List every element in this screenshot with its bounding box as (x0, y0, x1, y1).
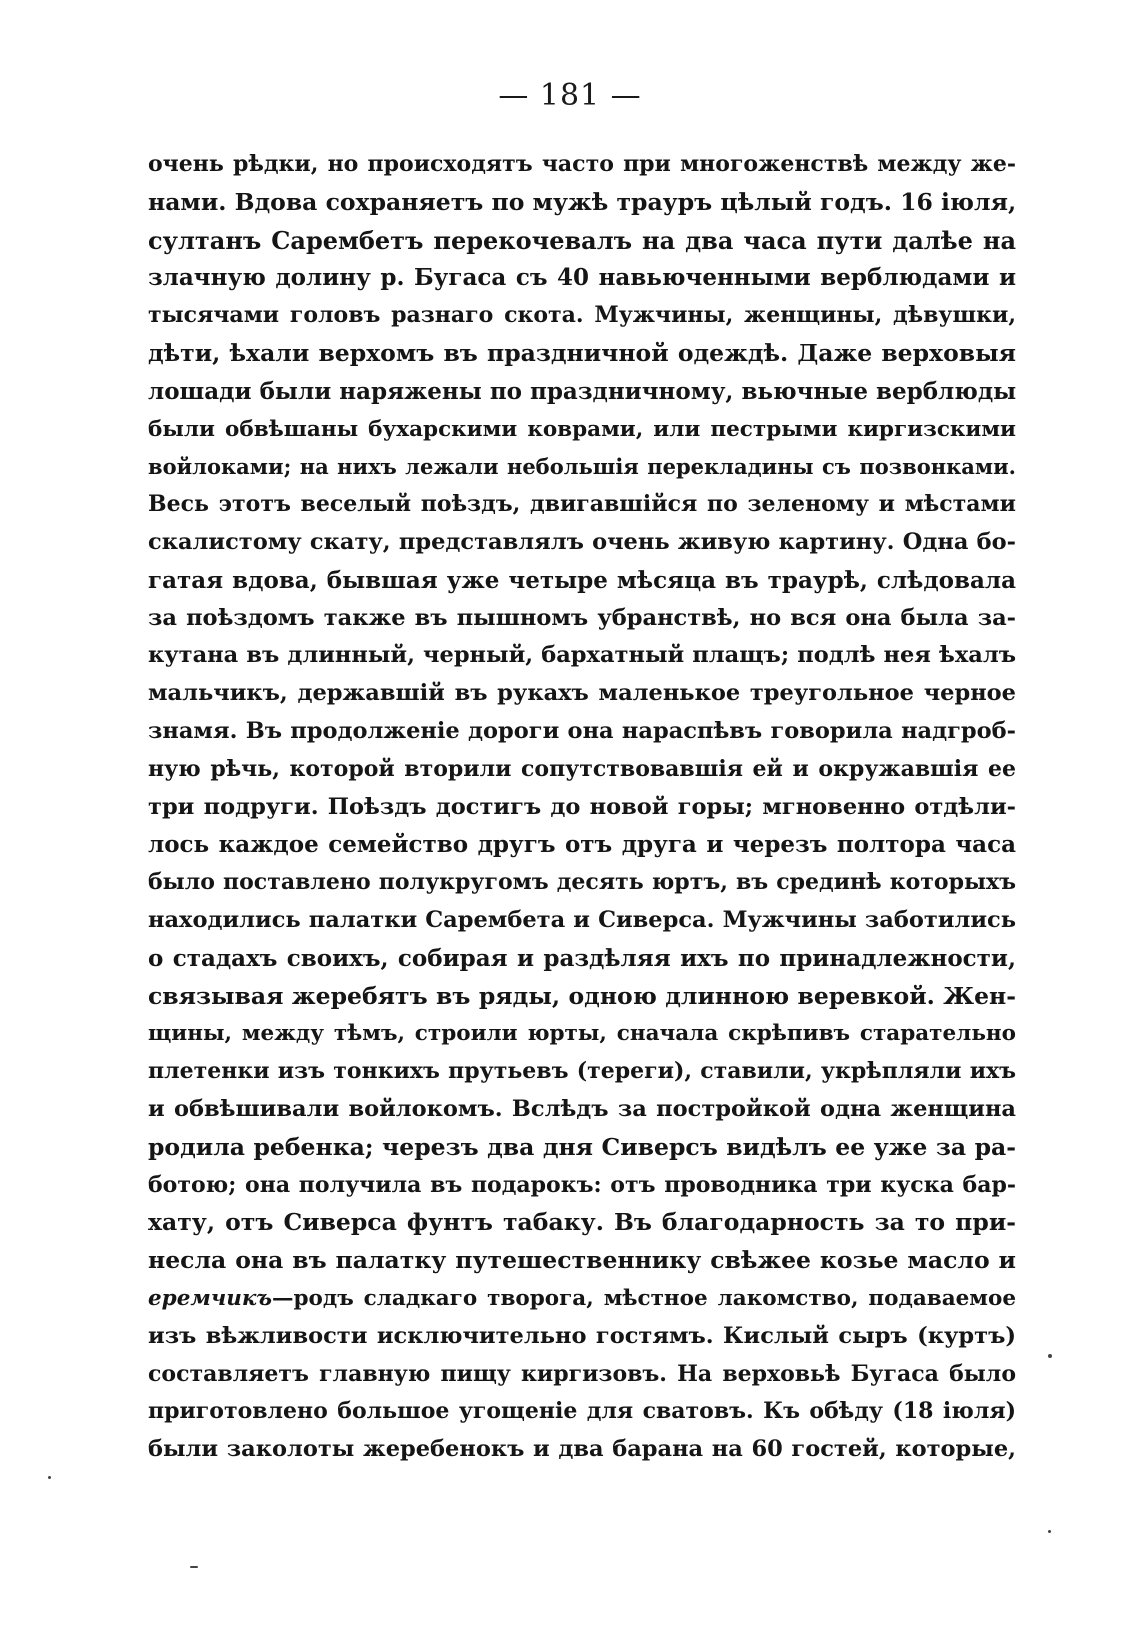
text-line: за поѣздомъ также въ пышномъ убранствѣ, но вся она была за- (148, 604, 1016, 631)
text-line: Весь этотъ веселый поѣздъ, двигавшійся по зеленому и мѣстами (148, 491, 1016, 518)
text-line: гатая вдова, бывшая уже четыре мѣсяца въ траурѣ, слѣдовала (148, 566, 1016, 594)
text-line: были обвѣшаны бухарскими коврами, или пестрыми киргизскими (148, 416, 1016, 442)
text-line: щины, между тѣмъ, строили юрты, сначала скрѣпивъ старательно (148, 1021, 1016, 1047)
text-line: еремчикъ—родъ сладкаго творога, мѣстное лакомство, подаваемое (148, 1285, 1016, 1311)
text-line: хату, отъ Сиверса фунтъ табаку. Въ благодарность за то при- (148, 1208, 1016, 1237)
scan-speck (1048, 1354, 1052, 1358)
text-line: ботою; она получила въ подарокъ: отъ проводника три куска бар- (148, 1171, 1016, 1198)
text-line: мальчикъ, державшій въ рукахъ маленькое треугольное черное (148, 680, 1016, 707)
text-line: султанъ Сарембетъ перекочевалъ на два часа пути далѣе на (148, 225, 1016, 255)
text-line: кутана въ длинный, черный, бархатный плащъ; подлѣ нея ѣхалъ (148, 642, 1016, 669)
text-line: ную рѣчь, которой вторили сопутствовавшія ей и окружавшія ее (148, 755, 1016, 782)
text-line: несла она въ палатку путешественнику свѣжее козье масло и (148, 1246, 1016, 1275)
scan-speck (1048, 1530, 1051, 1533)
text-line: войлоками; на нихъ лежали небольшія перекладины съ позвонками. (148, 454, 1016, 480)
text-line: скалистому скату, представлялъ очень живую картину. Одна бо- (148, 528, 1016, 555)
text-line: изъ вѣжливости исключительно гостямъ. Кислый сыръ (куртъ) (148, 1322, 1016, 1349)
text-line: лось каждое семейство другъ отъ друга и черезъ полтора часа (148, 831, 1016, 859)
italic-term: еремчикъ (148, 1285, 273, 1311)
text-line: находились палатки Сарембета и Сиверса. Мужчины заботились (148, 906, 1016, 933)
text-line: были заколоты жеребенокъ и два барана на 60 гостей, которые, (148, 1436, 1016, 1463)
text-line: тысячами головъ разнаго скота. Мужчины, женщины, дѣвушки, (148, 302, 1016, 329)
text-line: плетенки изъ тонкихъ прутьевъ (тереги), ставили, укрѣпляли ихъ (148, 1058, 1016, 1085)
scan-speck (48, 1476, 51, 1479)
page-number: — 181 — (498, 78, 642, 113)
body-text (148, 146, 1016, 1469)
text-line: лошади были наряжены по праздничному, вьючные верблюды (148, 377, 1017, 405)
scan-speck (190, 1566, 198, 1568)
text-line: приготовлено большое угощеніе для сватовъ. Къ обѣду (18 іюля) (148, 1398, 1016, 1425)
text-line: дѣти, ѣхали верхомъ въ праздничной одеждѣ. Даже верховыя (148, 338, 1016, 367)
text-line: злачную долину р. Бугаса съ 40 навьюченными верблюдами и (148, 264, 1016, 292)
text-line: было поставлено полукругомъ десять юртъ, въ срединѣ которыхъ (148, 869, 1016, 896)
text-line: очень рѣдки, но происходятъ часто при многоженствѣ между же- (148, 151, 1016, 177)
text-line: о стадахъ своихъ, собирая и раздѣляя ихъ по принадлежности, (148, 944, 1016, 972)
text-line: родила ребенка; черезъ два дня Сиверсъ видѣлъ ее уже за ра- (148, 1132, 1016, 1161)
text-line: и обвѣшивали войлокомъ. Вслѣдъ за постройкой одна женщина (148, 1095, 1016, 1122)
text-line: нами. Вдова сохраняетъ по мужѣ трауръ цѣлый годъ. 16 іюля, (148, 187, 1017, 216)
text-line: связывая жеребятъ въ ряды, одною длинною веревкой. Жен- (148, 981, 1016, 1010)
text-line: составляетъ главную пищу киргизовъ. На верховьѣ Бугаса было (148, 1360, 1016, 1387)
text-line: три подруги. Поѣздъ достигъ до новой горы; мгновенно отдѣли- (148, 793, 1016, 820)
text-line: знамя. Въ продолженіе дороги она нараспѣвъ говорила надгроб- (148, 717, 1016, 744)
